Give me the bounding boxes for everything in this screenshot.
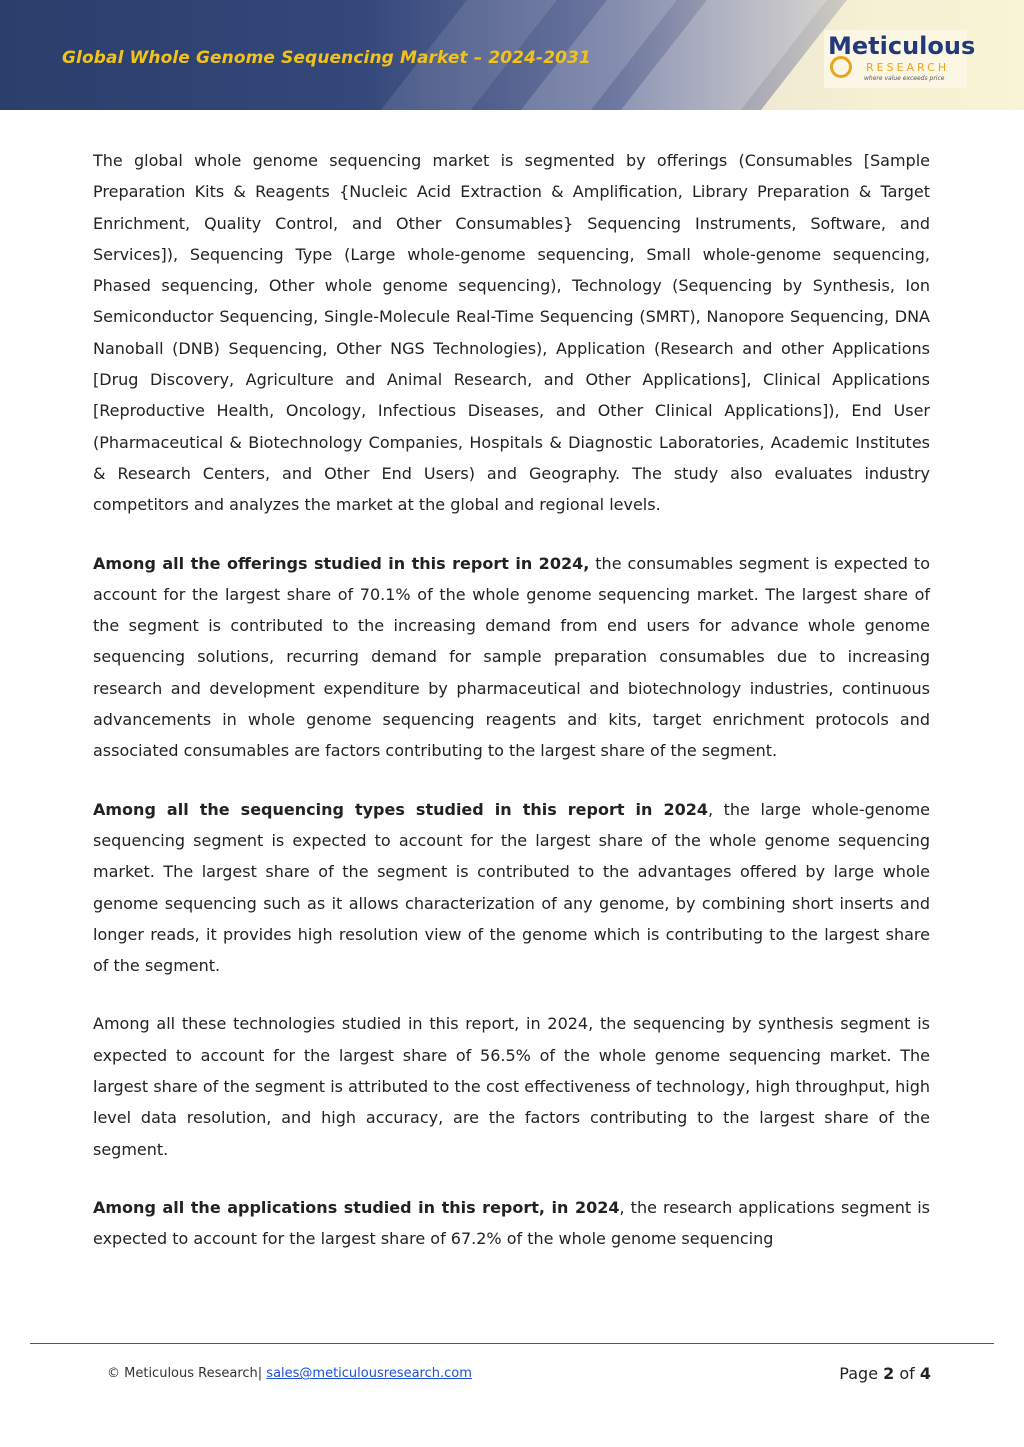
document-body	[93, 145, 930, 1282]
logo-tagline: where value exceeds price	[864, 75, 945, 82]
paragraph-segmentation: The global whole genome sequencing market is segmented by offerings (Consumables [Sample Preparation Kits & Reagents {Nucleic Acid Extraction & Amplification, Library Preparation & Target Enrichment, Quality Control, and Other Consumables} Sequencing Instruments, Software, and Services]), Sequencing Type (Large whole-genome sequencing, Small whole-genome sequencing, Phased sequencing, Other whole genome sequencing), Technology (Sequencing by Synthesis, Ion Semiconductor Sequencing, Single-Molecule Real-Time Sequencing (SMRT), Nanopore Sequencing, DNA Nanoball (DNB) Sequencing, Other NGS Technologies), Application (Research and other Applications [Drug Discovery, Agriculture and Animal Research, and Other Applications], Clinical Applications [Reproductive Health, Oncology, Infectious Diseases, and Other Clinical Applications]), End User (Pharmaceutical & Biotechnology Companies, Hospitals & Diagnostic Laboratories, Academic Institutes & Research Centers, and Other End Users) and Geography. The study also evaluates industry competitors and analyzes the market at the global and regional levels.	[93, 151, 930, 515]
report-title: Global Whole Genome Sequencing Market – 2024-2031	[62, 48, 591, 68]
paragraph-offerings: Among all the offerings studied in this report in 2024, the consumables segment is expected to account for the largest share of 70.1% of the whole genome sequencing market. The largest share of the segment is contributed to the increasing demand from end users for advance whole genome sequencing solutions, recurring demand for sample preparation consumables due to increasing research and development expenditure by pharmaceutical and biotechnology industries, continuous advancements in whole genome sequencing reagents and kits, target enrichment protocols and associated consumables are factors contributing to the largest share of the segment.	[93, 553, 930, 761]
page-header	[0, 0, 1024, 110]
paragraph-applications: Among all the applications studied in this report, in 2024, the research applications segment is expected to account for the largest share of 67.2% of the whole genome sequencing	[93, 1197, 931, 1249]
logo-name: Meticulous	[828, 32, 976, 60]
meticulous-research-logo	[824, 30, 976, 88]
paragraph-sequencing-types: Among all the sequencing types studied in this report in 2024, the large whole-genome sequencing segment is expected to account for the largest share of the whole genome sequencing market. The largest share of the segment is contributed to the advantages offered by large whole genome sequencing such as it allows characterization of any genome, by combining short inserts and longer reads, it provides high resolution view of the genome which is contributing to the largest share of the segment.	[93, 799, 930, 976]
footer-copyright: © Meticulous Research| sales@meticulousresearch.com	[107, 1366, 472, 1381]
logo-sub: RESEARCH	[866, 61, 950, 74]
page-number: Page 2 of 4	[839, 1364, 931, 1383]
footer-divider	[30, 1343, 994, 1344]
paragraph-technologies: Among all these technologies studied in this report, in 2024, the sequencing by synthesis segment is expected to account for the largest share of 56.5% of the whole genome sequencing market. The largest share of the segment is attributed to the cost effectiveness of technology, high throughput, high level data resolution, and high accuracy, are the factors contributing to the largest share of the segment.	[93, 1014, 930, 1159]
email-link[interactable]: sales@meticulousresearch.com	[266, 1366, 472, 1381]
